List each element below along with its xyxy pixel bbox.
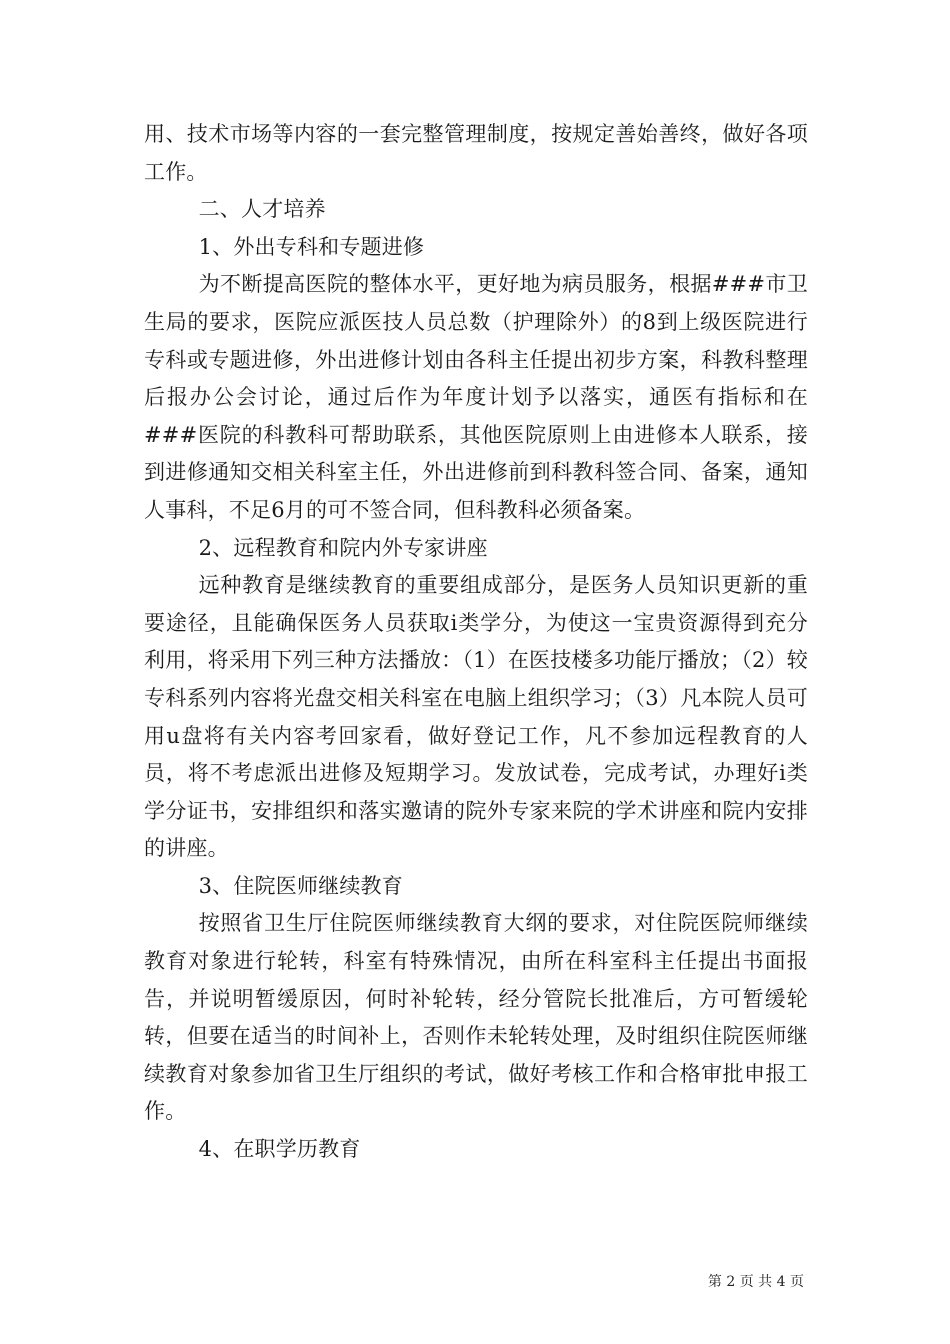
paragraph-remote-education: 远种教育是继续教育的重要组成部分，是医务人员知识更新的重要途径，且能确保医务人员获取ⅰ类学分，为使这一宝贵资源得到充分利用，将采用下列三种方法播放：（1）在医技楼多功能厅播放；（2）较专科系列内容将光盘交相关科室在电脑上组织学习；（3）凡本院人员可用u盘将有关内容考回家看，做好登记工作，凡不参加远程教育的人员，将不考虑派出进修及短期学习。发放试卷，完成考试，办理好ⅰ类学分证书，安排组织和落实邀请的院外专家来院的学术讲座和院内安排的讲座。 [144,573,808,861]
paragraph-resident-education: 按照省卫生厅住院医师继续教育大纲的要求，对住院医院师继续教育对象进行轮转，科室有特殊情况，由所在科室科主任提出书面报告，并说明暂缓原因，何时补轮转，经分管院长批准后，方可暂缓轮转，但要在适当的时间补上，否则作未轮转处理，及时组织住院医师继续教育对象参加省卫生厅组织的考试，做好考核工作和合格审批申报工作。 [144,911,808,1124]
subsection-heading-resident-education: 3、住院医师继续教育 [198,873,403,898]
section-heading-talent-training: 二、人才培养 [198,197,326,222]
page-number-footer: 第 2 页 共 4 页 [707,1274,804,1290]
subsection-heading-external-training: 1、外出专科和专题进修 [198,234,425,259]
subsection-heading-remote-education: 2、远程教育和院内外专家讲座 [198,535,488,560]
paragraph-external-training: 为不断提高医院的整体水平，更好地为病员服务，根据###市卫生局的要求，医院应派医技人员总数（护理除外）的8到上级医院进行专科或专题进修，外出进修计划由各科主任提出初步方案，科教科整理后报办公会讨论，通过后作为年度计划予以落实，通医有指标和在###医院的科教科可帮助联系，其他医院原则上由进修本人联系，接到进修通知交相关科室主任，外出进修前到科教科签合同、备案，通知人事科，不足6月的可不签合同，但科教科必须备案。 [144,272,808,522]
document-body [144,116,808,1169]
subsection-heading-on-job-education: 4、在职学历教育 [198,1137,361,1162]
paragraph-continuation: 用、技术市场等内容的一套完整管理制度，按规定善始善终，做好各项工作。 [144,122,808,184]
